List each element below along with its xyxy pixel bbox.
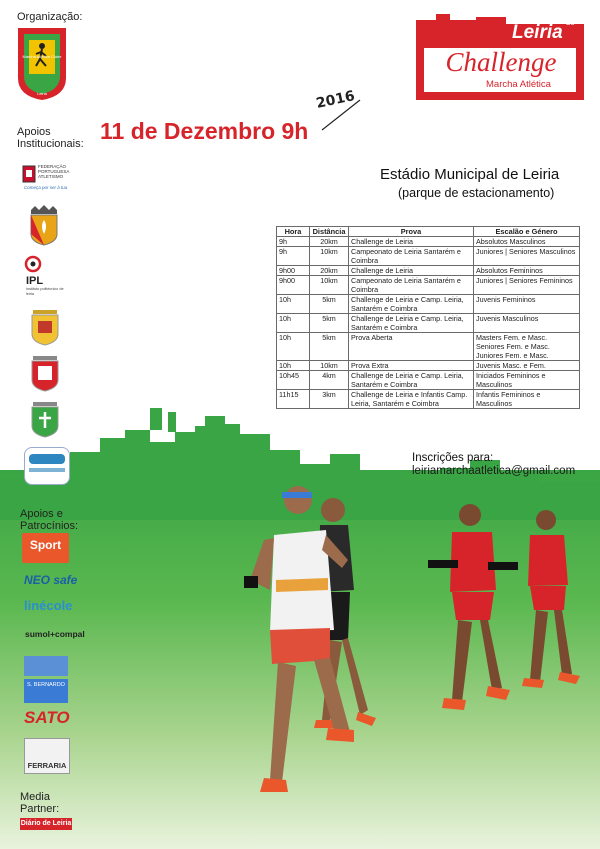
cell-distancia: 10km <box>310 247 349 266</box>
table-row <box>277 333 580 361</box>
cell-escalao: Juniores | Seniores Masculinos <box>474 247 580 266</box>
cell-escalao: Masters Fem. e Masc. Seniores Fem. e Masc. Juniores Fem. e Masc. <box>474 333 580 361</box>
cell-hora: 9h00 <box>277 266 310 276</box>
linecole-sponsor-logo: linécole <box>24 598 73 613</box>
venue-name: Estádio Municipal de Leiria <box>380 166 560 183</box>
media-partner-label: Media Partner: <box>20 791 60 815</box>
cell-prova: Challenge de Leiria <box>349 266 474 276</box>
table-row <box>277 237 580 247</box>
cell-escalao: Iniciados Femininos e Masculinos <box>474 371 580 390</box>
venue-note: (parque de estacionamento) <box>398 186 555 200</box>
ipl-name: IPL <box>26 275 44 287</box>
inscricoes-label: Inscrições para: <box>412 452 494 464</box>
apoios-institucionais-label: Apoios Institucionais: <box>17 126 84 150</box>
cell-distancia: 10km <box>310 276 349 295</box>
schedule-table <box>276 226 580 409</box>
sbernardo-sponsor-logo: S. BERNARDO <box>24 679 68 703</box>
sport-sponsor-logo: Sport <box>22 533 69 563</box>
runner-far-right <box>522 510 580 688</box>
cell-hora: 10h <box>277 314 310 333</box>
org-logo-text-bottom: Leiria <box>37 91 47 96</box>
cell-hora: 9h <box>277 237 310 247</box>
organizacao-label: Organização: <box>17 11 83 23</box>
cell-escalao: Juniores | Seniores Femininos <box>474 276 580 295</box>
cell-distancia: 5km <box>310 295 349 314</box>
cell-distancia: 4km <box>310 371 349 390</box>
table-row <box>277 266 580 276</box>
cell-prova: Prova Extra <box>349 361 474 371</box>
cell-distancia: 5km <box>310 314 349 333</box>
cell-prova: Challenge de Leiria e Camp. Leiria, Santarém e Coimbra <box>349 371 474 390</box>
org-logo-text: Marcha Atlética Clube <box>22 54 62 59</box>
inscricoes-email[interactable]: leiriamarchaatletica@gmail.com <box>412 465 576 477</box>
cell-hora: 10h <box>277 361 310 371</box>
batalha-crest-logo <box>28 306 62 346</box>
logo-de: de <box>566 18 575 27</box>
sato-sponsor-logo: SATO <box>24 708 70 727</box>
cell-distancia: 3km <box>310 390 349 409</box>
cell-escalao: Juvenis Femininos <box>474 295 580 314</box>
challenge-logo <box>416 14 584 100</box>
table-row <box>277 314 580 333</box>
table-row <box>277 295 580 314</box>
fpa-tagline: Começa por ser à tua <box>24 185 68 190</box>
cell-prova: Campeonato de Leiria Santarém e Coimbra <box>349 247 474 266</box>
ferraria-sponsor-logo: FERRARIA <box>24 738 70 774</box>
ipl-subtitle: Instituto politécnico de leiria <box>26 287 64 296</box>
table-row <box>277 371 580 390</box>
runner-middle-right <box>428 504 518 710</box>
freguesia-crest-logo <box>28 398 62 438</box>
sponsor-blue-banner <box>24 656 68 676</box>
table-row <box>277 276 580 295</box>
cell-distancia: 20km <box>310 237 349 247</box>
cell-escalao: Infantis Femininos e Masculinos <box>474 390 580 409</box>
freguesia-leiria-logo <box>24 447 70 485</box>
fpa-name: FEDERAÇÃO PORTUGUESA ATLETISMO <box>38 164 70 179</box>
logo-marcha: Marcha Atlética <box>486 79 551 90</box>
table-row <box>277 390 580 409</box>
diario-leiria-logo: Diário de Leiria <box>20 818 72 830</box>
event-date: 11 de Dezembro 9h <box>100 118 309 144</box>
cell-hora: 10h <box>277 295 310 314</box>
apoios-patrocinios-label: Apoios e Patrocínios: <box>20 508 79 532</box>
logo-challenge: Challenge <box>445 47 557 77</box>
col-prova: Prova <box>349 227 474 237</box>
fpa-crest-icon <box>22 165 36 185</box>
year-underline <box>320 96 366 134</box>
event-year: 2016 <box>314 88 357 112</box>
fpa-logo <box>22 163 72 195</box>
cell-escalao: Juvenis Masculinos <box>474 314 580 333</box>
cell-escalao: Absolutos Femininos <box>474 266 580 276</box>
cell-prova: Campeonato de Leiria Santarém e Coimbra <box>349 276 474 295</box>
table-row <box>277 247 580 266</box>
cell-escalao: Juvenis Masc. e Fem. <box>474 361 580 371</box>
cell-prova: Challenge de Leiria <box>349 237 474 247</box>
table-row <box>277 361 580 371</box>
col-hora: Hora <box>277 227 310 237</box>
cell-distancia: 20km <box>310 266 349 276</box>
ipl-icon <box>24 255 42 273</box>
logo-leiria: Leiria <box>512 22 563 43</box>
cell-escalao: Absolutos Masculinos <box>474 237 580 247</box>
leiria-crest-logo <box>27 204 61 246</box>
cell-distancia: 5km <box>310 333 349 361</box>
cell-prova: Prova Aberta <box>349 333 474 361</box>
col-escalao: Escalão e Género <box>474 227 580 237</box>
sumol-compal-sponsor-logo: sumol+compal <box>25 629 85 639</box>
cell-prova: Challenge de Leiria e Camp. Leiria, Santarém e Coimbra <box>349 295 474 314</box>
neosafe-sponsor-logo: NEO safe <box>24 573 78 587</box>
schedule-header-row <box>277 227 580 237</box>
col-distancia: Distância <box>310 227 349 237</box>
cell-hora: 9h00 <box>277 276 310 295</box>
pombal-crest-logo <box>28 352 62 392</box>
cell-hora: 11h15 <box>277 390 310 409</box>
cell-distancia: 10km <box>310 361 349 371</box>
cell-hora: 9h <box>277 247 310 266</box>
cell-hora: 10h45 <box>277 371 310 390</box>
cell-prova: Challenge de Leiria e Infantis Camp. Leiria, Santarém e Coimbra <box>349 390 474 409</box>
cell-prova: Challenge de Leiria e Camp. Leiria, Santarém e Coimbra <box>349 314 474 333</box>
cell-hora: 10h <box>277 333 310 361</box>
race-walkers-illustration <box>230 480 600 849</box>
